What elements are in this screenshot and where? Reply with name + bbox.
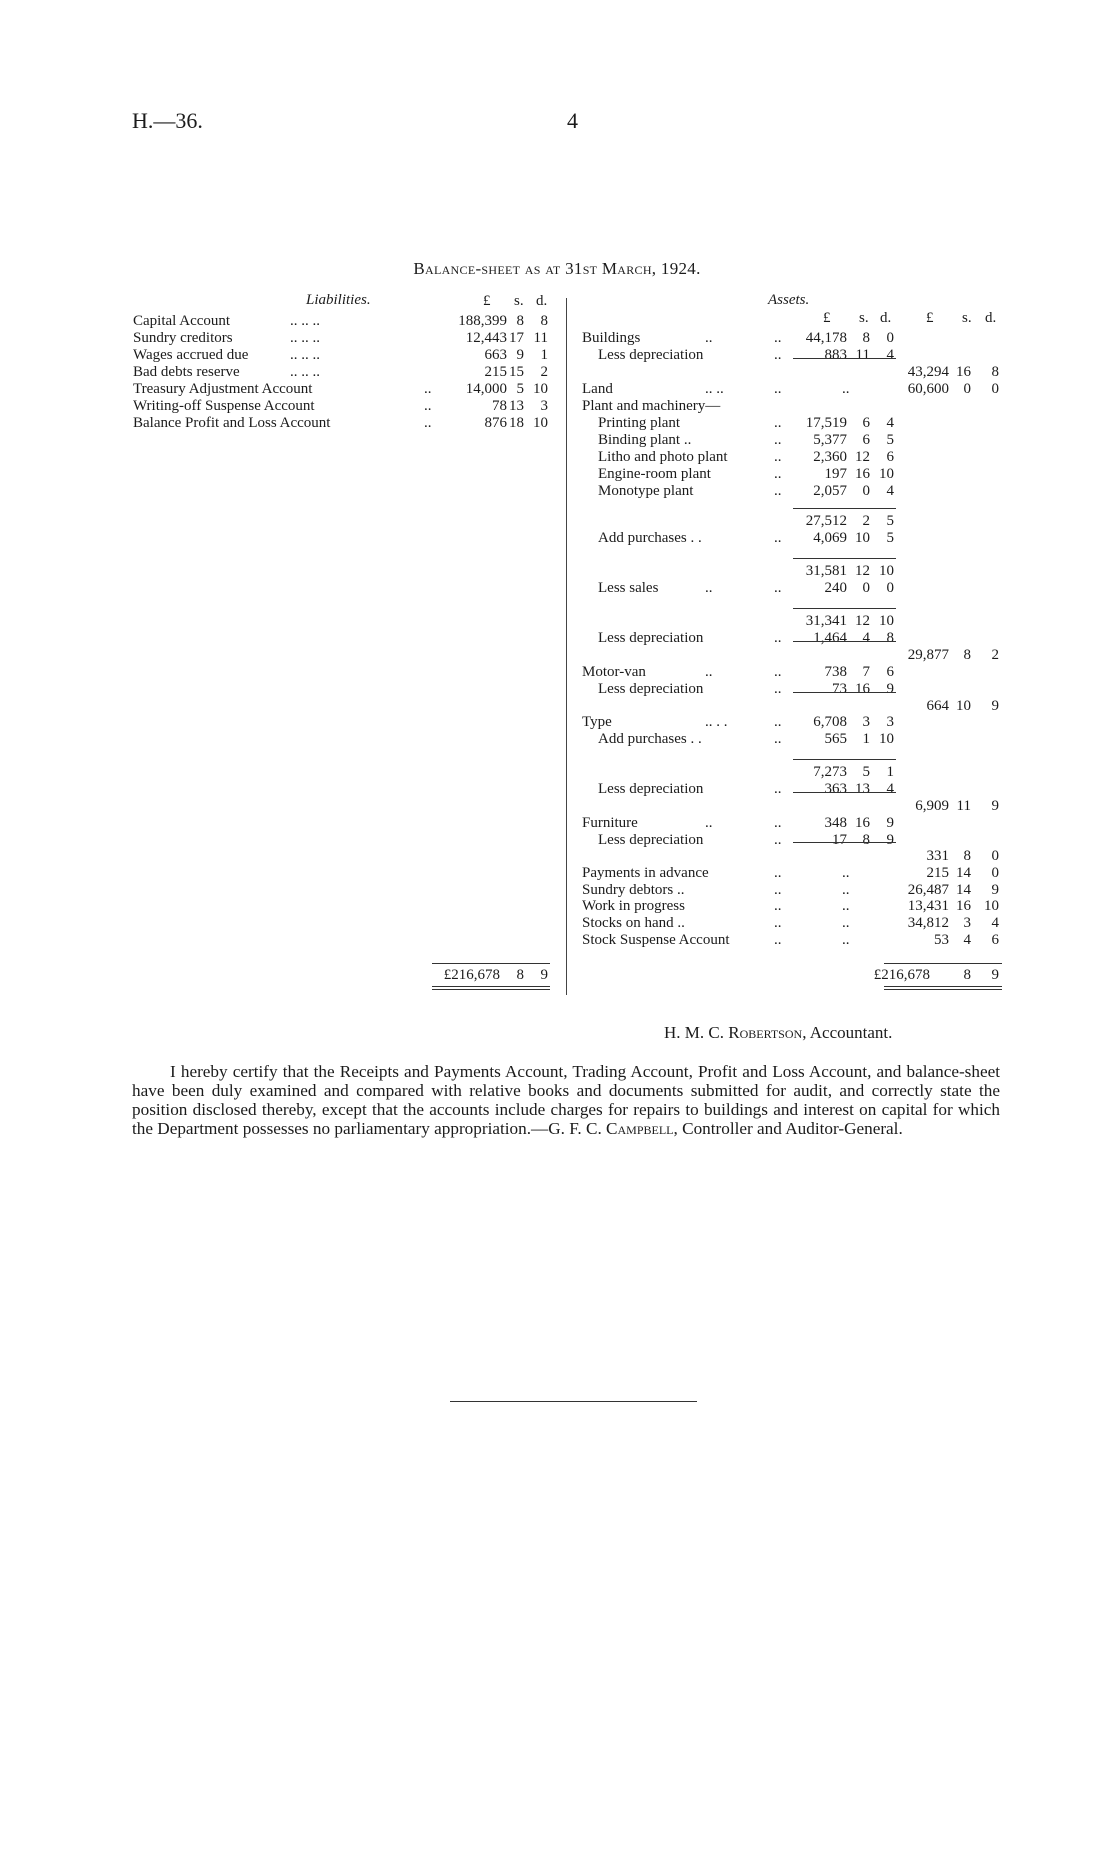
- asset-inner-shillings: 5: [862, 764, 870, 780]
- page-number: 4: [567, 108, 578, 133]
- asset-leader: ..: [774, 898, 782, 914]
- asset-label: Payments in advance: [582, 865, 709, 881]
- asset-label: Plant and machinery—: [582, 398, 721, 414]
- asset-outer-shillings: 3: [963, 915, 971, 931]
- asset-outer-pence: 6: [991, 932, 999, 948]
- asset-inner-pence: 10: [879, 466, 894, 482]
- asset-row: [0, 381, 1114, 398]
- asset-row: [0, 364, 1114, 381]
- audit-certificate: [132, 1062, 1000, 1138]
- asset-inner-pence: 5: [886, 530, 894, 546]
- asset-inner-shillings: 12: [855, 613, 870, 629]
- asset-outer-pounds: 215: [926, 865, 949, 881]
- asset-outer-shillings: 16: [956, 364, 971, 380]
- asset-row: [0, 530, 1114, 547]
- asset-inner-shillings: 10: [855, 530, 870, 546]
- asset-row: [0, 882, 1114, 899]
- asset-leader: ..: [774, 432, 782, 448]
- page-reference: H.—36.: [132, 108, 203, 133]
- asset-label: Furniture: [582, 815, 638, 831]
- asset-inner-shillings: 11: [855, 347, 870, 363]
- asset-outer-pounds: 43,294: [907, 364, 949, 380]
- asset-label: Monotype plant: [598, 483, 694, 499]
- asset-outer-pence: 9: [991, 698, 999, 714]
- asset-label: Type: [582, 714, 612, 730]
- asset-label: Motor-van: [582, 664, 646, 680]
- asset-row: [0, 647, 1114, 664]
- asset-inner-pounds: 5,377: [813, 432, 847, 448]
- asset-outer-pounds: 60,600: [907, 381, 949, 397]
- asset-inner-shillings: 6: [862, 415, 870, 431]
- asset-inner-pence: 10: [879, 731, 894, 747]
- asset-outer-shillings: 8: [963, 647, 971, 663]
- liability-shillings: 18: [509, 415, 524, 431]
- asset-inner-shillings: 16: [855, 815, 870, 831]
- certificate-signer: G. F. C. Campbell: [548, 1119, 674, 1138]
- asset-label-leader: ..: [705, 815, 713, 831]
- liability-leader: .. .. ..: [290, 330, 320, 346]
- asset-label: Sundry debtors ..: [582, 882, 685, 898]
- asset-subtotal-rule: [793, 692, 896, 693]
- liability-shillings: 9: [516, 347, 524, 363]
- asset-row: [0, 415, 1114, 432]
- asset-outer-shillings: 14: [956, 865, 971, 881]
- asset-outer-shillings: 11: [956, 798, 971, 814]
- liability-pounds: 876: [484, 415, 507, 431]
- asset-inner-pounds: 240: [824, 580, 847, 596]
- inner-shillings-head: s.: [859, 310, 869, 326]
- asset-label-leader: .. ..: [705, 381, 724, 397]
- asset-row: [0, 698, 1114, 715]
- assets-total-double-rule-2: [884, 989, 1002, 990]
- liability-leader: ..: [424, 415, 432, 431]
- liability-label: Treasury Adjustment Account: [133, 381, 313, 397]
- liability-shillings: 15: [509, 364, 524, 380]
- liability-pence: 3: [540, 398, 548, 414]
- asset-row: [0, 466, 1114, 483]
- asset-inner-shillings: 6: [862, 432, 870, 448]
- asset-mid-leader: ..: [842, 381, 850, 397]
- accountant-name: H. M. C. Robertson: [664, 1023, 803, 1042]
- asset-row: [0, 915, 1114, 932]
- asset-leader: ..: [774, 815, 782, 831]
- asset-row: [0, 848, 1114, 865]
- liability-shillings: 8: [516, 313, 524, 329]
- liability-label: Bad debts reserve: [133, 364, 240, 380]
- asset-leader: ..: [774, 731, 782, 747]
- asset-label: Add purchases . .: [598, 530, 702, 546]
- liability-leader: .. .. ..: [290, 347, 320, 363]
- assets-total-row: [0, 967, 1114, 984]
- asset-row: [0, 613, 1114, 630]
- asset-inner-pence: 9: [886, 815, 894, 831]
- asset-outer-pence: 0: [991, 865, 999, 881]
- asset-outer-pence: 10: [984, 898, 999, 914]
- asset-row: [0, 432, 1114, 449]
- asset-inner-shillings: 8: [862, 832, 870, 848]
- inner-pounds-head: £: [823, 310, 831, 326]
- asset-row: [0, 714, 1114, 731]
- liability-pounds: 14,000: [465, 381, 507, 397]
- asset-inner-pounds: 6,708: [813, 714, 847, 730]
- asset-leader: ..: [774, 347, 782, 363]
- asset-inner-pounds: 738: [824, 664, 847, 680]
- assets-total-double-rule-1: [884, 986, 1002, 987]
- liabilities-total-double-rule-1: [432, 986, 550, 987]
- asset-label: Buildings: [582, 330, 641, 346]
- pence-head: d.: [536, 293, 548, 309]
- asset-leader: ..: [774, 915, 782, 931]
- asset-outer-shillings: 10: [956, 698, 971, 714]
- asset-label: Printing plant: [598, 415, 681, 431]
- asset-outer-pence: 8: [991, 364, 999, 380]
- asset-inner-pence: 4: [886, 347, 894, 363]
- asset-inner-pounds: 31,581: [805, 563, 847, 579]
- asset-leader: ..: [774, 681, 782, 697]
- asset-outer-pounds: 29,877: [907, 647, 949, 663]
- asset-row: [0, 563, 1114, 580]
- asset-inner-pounds: 1,464: [813, 630, 847, 646]
- asset-row: [0, 449, 1114, 466]
- asset-label: Stock Suspense Account: [582, 932, 730, 948]
- assets-total-top-rule: [884, 963, 1002, 964]
- asset-inner-shillings: 4: [862, 630, 870, 646]
- pounds-head: £: [483, 293, 491, 309]
- asset-leader: ..: [774, 832, 782, 848]
- asset-outer-pounds: 6,909: [915, 798, 949, 814]
- asset-inner-pence: 10: [879, 563, 894, 579]
- asset-inner-pence: 5: [886, 513, 894, 529]
- asset-leader: ..: [774, 530, 782, 546]
- asset-outer-shillings: 14: [956, 882, 971, 898]
- asset-inner-pence: 4: [886, 415, 894, 431]
- assets-column-heads: [0, 310, 1114, 327]
- asset-subtotal-rule: [793, 792, 896, 793]
- liability-pounds: 188,399: [458, 313, 507, 329]
- asset-leader: ..: [774, 483, 782, 499]
- asset-outer-shillings: 8: [963, 848, 971, 864]
- assets-total-pence: 9: [991, 967, 999, 983]
- asset-leader: ..: [774, 932, 782, 948]
- asset-row: [0, 513, 1114, 530]
- asset-outer-pounds: 664: [926, 698, 949, 714]
- outer-pence-head: d.: [985, 310, 997, 326]
- asset-label: Less depreciation: [598, 347, 704, 363]
- asset-label: Less depreciation: [598, 781, 704, 797]
- liabilities-column-heads: [0, 293, 560, 310]
- asset-label: Binding plant ..: [598, 432, 692, 448]
- asset-outer-pence: 9: [991, 882, 999, 898]
- asset-row: [0, 865, 1114, 882]
- asset-inner-pence: 4: [886, 781, 894, 797]
- outer-shillings-head: s.: [962, 310, 972, 326]
- asset-label-leader: ..: [705, 664, 713, 680]
- liability-label: Capital Account: [133, 313, 231, 329]
- liability-leader: ..: [424, 398, 432, 414]
- shillings-head: s.: [514, 293, 524, 309]
- asset-label: Stocks on hand ..: [582, 915, 685, 931]
- asset-row: [0, 580, 1114, 597]
- asset-inner-pounds: 348: [824, 815, 847, 831]
- asset-label-leader: .. . .: [705, 714, 728, 730]
- asset-outer-shillings: 16: [956, 898, 971, 914]
- asset-inner-pounds: 565: [824, 731, 847, 747]
- asset-row: [0, 483, 1114, 500]
- liability-pence: 11: [533, 330, 548, 346]
- asset-leader: ..: [774, 415, 782, 431]
- liability-shillings: 5: [516, 381, 524, 397]
- liability-label: Wages accrued due: [133, 347, 249, 363]
- asset-label: Less depreciation: [598, 681, 704, 697]
- accountant-role: , Accountant.: [802, 1023, 893, 1042]
- asset-inner-rule: [793, 759, 896, 760]
- asset-leader: ..: [774, 714, 782, 730]
- liability-pence: 10: [533, 415, 548, 431]
- asset-inner-pounds: 27,512: [805, 513, 847, 529]
- asset-inner-shillings: 1: [862, 731, 870, 747]
- liabilities-total-shillings: 8: [516, 967, 524, 983]
- asset-inner-shillings: 3: [862, 714, 870, 730]
- asset-row: [0, 898, 1114, 915]
- asset-mid-leader: ..: [842, 865, 850, 881]
- asset-outer-pence: 2: [991, 647, 999, 663]
- asset-mid-leader: ..: [842, 915, 850, 931]
- liability-pounds: 78: [492, 398, 507, 414]
- asset-outer-pence: 0: [991, 848, 999, 864]
- asset-leader: ..: [774, 865, 782, 881]
- asset-outer-pence: 0: [991, 381, 999, 397]
- asset-inner-pence: 9: [886, 681, 894, 697]
- liability-shillings: 13: [509, 398, 524, 414]
- asset-inner-shillings: 16: [855, 681, 870, 697]
- inner-pence-head: d.: [880, 310, 892, 326]
- liability-label: Balance Profit and Loss Account: [133, 415, 331, 431]
- liability-pounds: 12,443: [465, 330, 507, 346]
- asset-inner-rule: [793, 608, 896, 609]
- liability-pence: 8: [540, 313, 548, 329]
- asset-inner-pounds: 4,069: [813, 530, 847, 546]
- asset-row: [0, 630, 1114, 647]
- liability-label: Sundry creditors: [133, 330, 233, 346]
- asset-row: [0, 832, 1114, 849]
- asset-inner-shillings: 8: [862, 330, 870, 346]
- asset-inner-pounds: 17: [832, 832, 847, 848]
- asset-inner-pence: 6: [886, 664, 894, 680]
- asset-outer-pence: 9: [991, 798, 999, 814]
- asset-label: Work in progress: [582, 898, 685, 914]
- asset-subtotal-rule: [793, 641, 896, 642]
- asset-inner-pence: 3: [886, 714, 894, 730]
- asset-outer-pounds: 26,487: [907, 882, 949, 898]
- asset-outer-pounds: 331: [926, 848, 949, 864]
- asset-inner-pence: 6: [886, 449, 894, 465]
- asset-outer-pounds: 13,431: [907, 898, 949, 914]
- liability-pence: 2: [540, 364, 548, 380]
- asset-mid-leader: ..: [842, 882, 850, 898]
- asset-inner-shillings: 12: [855, 563, 870, 579]
- asset-inner-pounds: 73: [832, 681, 847, 697]
- asset-inner-pounds: 17,519: [805, 415, 847, 431]
- asset-inner-shillings: 16: [855, 466, 870, 482]
- asset-inner-pounds: 7,273: [813, 764, 847, 780]
- asset-label: Engine-room plant: [598, 466, 711, 482]
- asset-inner-pence: 9: [886, 832, 894, 848]
- asset-label: Add purchases . .: [598, 731, 702, 747]
- asset-leader: ..: [774, 381, 782, 397]
- asset-subtotal-rule: [793, 358, 896, 359]
- asset-leader: ..: [774, 580, 782, 596]
- asset-inner-pence: 8: [886, 630, 894, 646]
- liability-label: Writing-off Suspense Account: [133, 398, 315, 414]
- asset-inner-pounds: 2,057: [813, 483, 847, 499]
- asset-row: [0, 731, 1114, 748]
- asset-mid-leader: ..: [842, 932, 850, 948]
- asset-inner-pence: 0: [886, 330, 894, 346]
- asset-inner-shillings: 13: [855, 781, 870, 797]
- asset-label: Less depreciation: [598, 630, 704, 646]
- asset-inner-shillings: 7: [862, 664, 870, 680]
- asset-leader: ..: [774, 466, 782, 482]
- asset-row: [0, 815, 1114, 832]
- certificate-signer-role: , Controller and Auditor-General.: [673, 1119, 903, 1138]
- asset-leader: ..: [774, 330, 782, 346]
- liabilities-total-pounds: £216,678: [443, 967, 500, 983]
- asset-outer-shillings: 4: [963, 932, 971, 948]
- asset-inner-pence: 5: [886, 432, 894, 448]
- asset-leader: ..: [774, 449, 782, 465]
- liability-pounds: 663: [484, 347, 507, 363]
- asset-outer-pounds: 34,812: [907, 915, 949, 931]
- certificate-text: I hereby certify that the Receipts and Payments Account, Trading Account, Profit and Loss Account, and balance-sheet have been duly examined and compared with relative books and documents submitted for audit, and correctly state the position disclosed thereby, except that the accounts include charges for repairs to buildings and interest on capital for which the Department possesses no parliamentary appropriation.—: [132, 1062, 1000, 1138]
- asset-outer-shillings: 0: [963, 381, 971, 397]
- asset-label-leader: ..: [705, 330, 713, 346]
- asset-row: [0, 330, 1114, 347]
- asset-inner-rule: [793, 508, 896, 509]
- assets-total-shillings: 8: [963, 967, 971, 983]
- balance-sheet-title: Balance-sheet as at 31st March, 1924.: [413, 259, 701, 278]
- outer-pounds-head: £: [926, 310, 934, 326]
- asset-inner-pence: 10: [879, 613, 894, 629]
- liability-leader: .. .. ..: [290, 313, 320, 329]
- asset-leader: ..: [774, 882, 782, 898]
- liability-pence: 10: [533, 381, 548, 397]
- liability-leader: .. .. ..: [290, 364, 320, 380]
- liability-leader: ..: [424, 381, 432, 397]
- asset-leader: ..: [774, 664, 782, 680]
- asset-inner-pounds: 363: [824, 781, 847, 797]
- asset-inner-shillings: 12: [855, 449, 870, 465]
- liabilities-total-top-rule: [432, 963, 550, 964]
- asset-leader: ..: [774, 630, 782, 646]
- asset-subtotal-rule: [793, 842, 896, 843]
- asset-label: Land: [582, 381, 613, 397]
- asset-inner-rule: [793, 558, 896, 559]
- liabilities-heading: Liabilities.: [306, 292, 371, 308]
- asset-inner-shillings: 0: [862, 483, 870, 499]
- asset-inner-pounds: 883: [824, 347, 847, 363]
- asset-inner-pounds: 2,360: [813, 449, 847, 465]
- liabilities-total-pence: 9: [540, 967, 548, 983]
- asset-inner-pounds: 44,178: [805, 330, 847, 346]
- asset-inner-pounds: 197: [824, 466, 847, 482]
- assets-heading: Assets.: [768, 292, 810, 308]
- asset-row: [0, 398, 1114, 415]
- asset-row: [0, 347, 1114, 364]
- asset-label: Litho and photo plant: [598, 449, 728, 465]
- liability-pence: 1: [540, 347, 548, 363]
- asset-inner-pence: 0: [886, 580, 894, 596]
- asset-inner-pence: 1: [886, 764, 894, 780]
- asset-leader: ..: [774, 781, 782, 797]
- asset-row: [0, 664, 1114, 681]
- asset-inner-pence: 4: [886, 483, 894, 499]
- liability-shillings: 17: [509, 330, 524, 346]
- asset-inner-pounds: 31,341: [805, 613, 847, 629]
- asset-outer-pence: 4: [991, 915, 999, 931]
- asset-row: [0, 681, 1114, 698]
- asset-outer-pounds: 53: [934, 932, 949, 948]
- liabilities-total-double-rule-2: [432, 989, 550, 990]
- accountant-signature: [664, 1023, 892, 1043]
- liability-pounds: 215: [484, 364, 507, 380]
- asset-label: Less depreciation: [598, 832, 704, 848]
- asset-row: [0, 764, 1114, 781]
- closing-rule: [450, 1401, 697, 1402]
- asset-row: [0, 781, 1114, 798]
- asset-label-leader: ..: [705, 580, 713, 596]
- asset-row: [0, 798, 1114, 815]
- asset-label: Less sales: [598, 580, 659, 596]
- assets-total-pounds: £216,678: [873, 967, 930, 983]
- asset-mid-leader: ..: [842, 898, 850, 914]
- asset-inner-shillings: 0: [862, 580, 870, 596]
- asset-inner-shillings: 2: [862, 513, 870, 529]
- asset-row: [0, 932, 1114, 949]
